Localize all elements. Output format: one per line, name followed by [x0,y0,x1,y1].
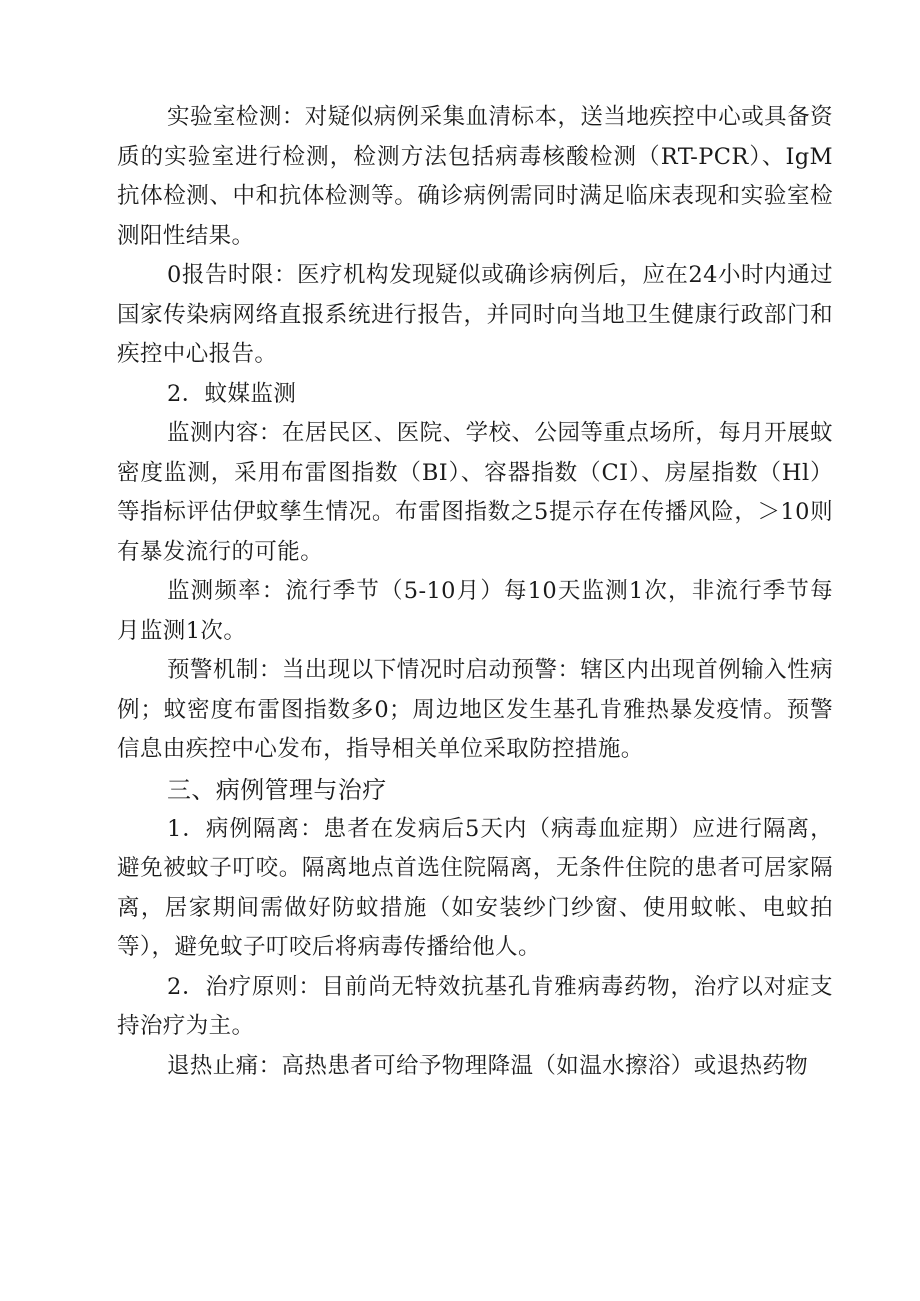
paragraph-treatment-principle: 2．治疗原则：目前尚无特效抗基孔肯雅病毒药物，治疗以对症支持治疗为主。 [117,973,833,1039]
paragraph-monitoring-frequency: 监测频率：流行季节（5-10月）每10天监测1次，非流行季节每月监测1次。 [117,578,833,644]
paragraph-lab-testing: 实验室检测：对疑似病例采集血清标本，送当地疾控中心或具备资质的实验室进行检测，检测方法包括病毒核酸检测（RT-PCR）、IgM抗体检测、中和抗体检测等。确诊病例需同时满足临床表现和实验室检测阳性结果。 [117,104,833,249]
subheading-mosquito-monitoring: 2．蚊媒监测 [167,380,297,407]
paragraph-report-deadline: 0报告时限：医疗机构发现疑似或确诊病例后，应在24小时内通过国家传染病网络直报系统进行报告，并同时向当地卫生健康行政部门和疾控中心报告。 [117,262,833,367]
paragraph-warning-mechanism: 预警机制：当出现以下情况时启动预警：辖区内出现首例输入性病例；蚊密度布雷图指数多0；周边地区发生基孔肯雅热暴发疫情。预警信息由疾控中心发布，指导相关单位采取防控措施。 [117,657,833,762]
paragraph-case-isolation: 1．病例隔离：患者在发病后5天内（病毒血症期）应进行隔离，避免被蚊子叮咬。隔离地点首选住院隔离，无条件住院的患者可居家隔离，居家期间需做好防蚊措施（如安装纱门纱窗、使用蚊帐、电蚊拍等），避免蚊子叮咬后将病毒传播给他人。 [117,815,833,960]
document-body [117,98,833,1086]
paragraph-fever-pain-relief: 退热止痛：高热患者可给予物理降温（如温水擦浴）或退热药物 [167,1052,809,1079]
paragraph-monitoring-content: 监测内容：在居民区、医院、学校、公园等重点场所，每月开展蚊密度监测，采用布雷图指数（BI）、容器指数（CI）、房屋指数（Hl）等指标评估伊蚊孳生情况。布雷图指数之5提示存在传播风险，＞10则有暴发流行的可能。 [117,420,833,565]
section-heading-case-management: 三、病例管理与治疗 [167,775,387,804]
